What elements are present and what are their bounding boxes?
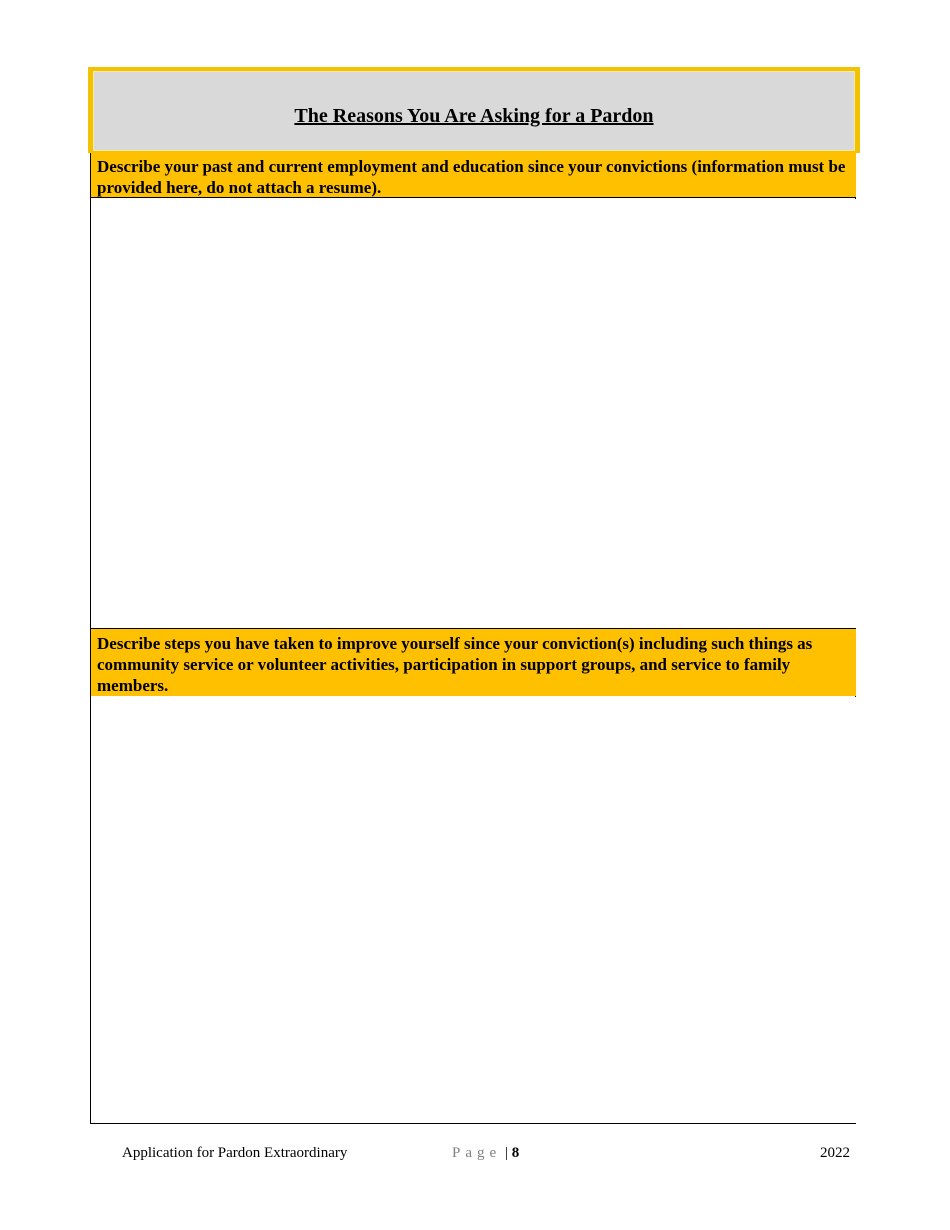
- self-improvement-prompt: Describe steps you have taken to improve yourself since your conviction(s) including such things as community service or volunteer activities, participation in support groups, and service to family members.: [91, 628, 856, 696]
- title-banner-inner: [93, 71, 855, 151]
- footer-document-name: Application for Pardon Extraordinary: [122, 1145, 348, 1161]
- page-title: The Reasons You Are Asking for a Pardon: [294, 104, 654, 127]
- employment-education-answer-field[interactable]: [91, 199, 856, 628]
- footer-year: 2022: [820, 1145, 850, 1161]
- footer-page-label: Page: [452, 1145, 502, 1161]
- footer-page-indicator: [452, 1145, 519, 1162]
- self-improvement-answer-field[interactable]: [91, 697, 856, 1123]
- footer-page-separator: |: [504, 1145, 508, 1161]
- footer-page-number: 8: [511, 1145, 520, 1161]
- title-banner: [88, 67, 860, 153]
- employment-education-prompt: Describe your past and current employment and education since your convictions (information must be provided here, do not attach a resume).: [91, 152, 856, 198]
- page-footer: [0, 1145, 950, 1169]
